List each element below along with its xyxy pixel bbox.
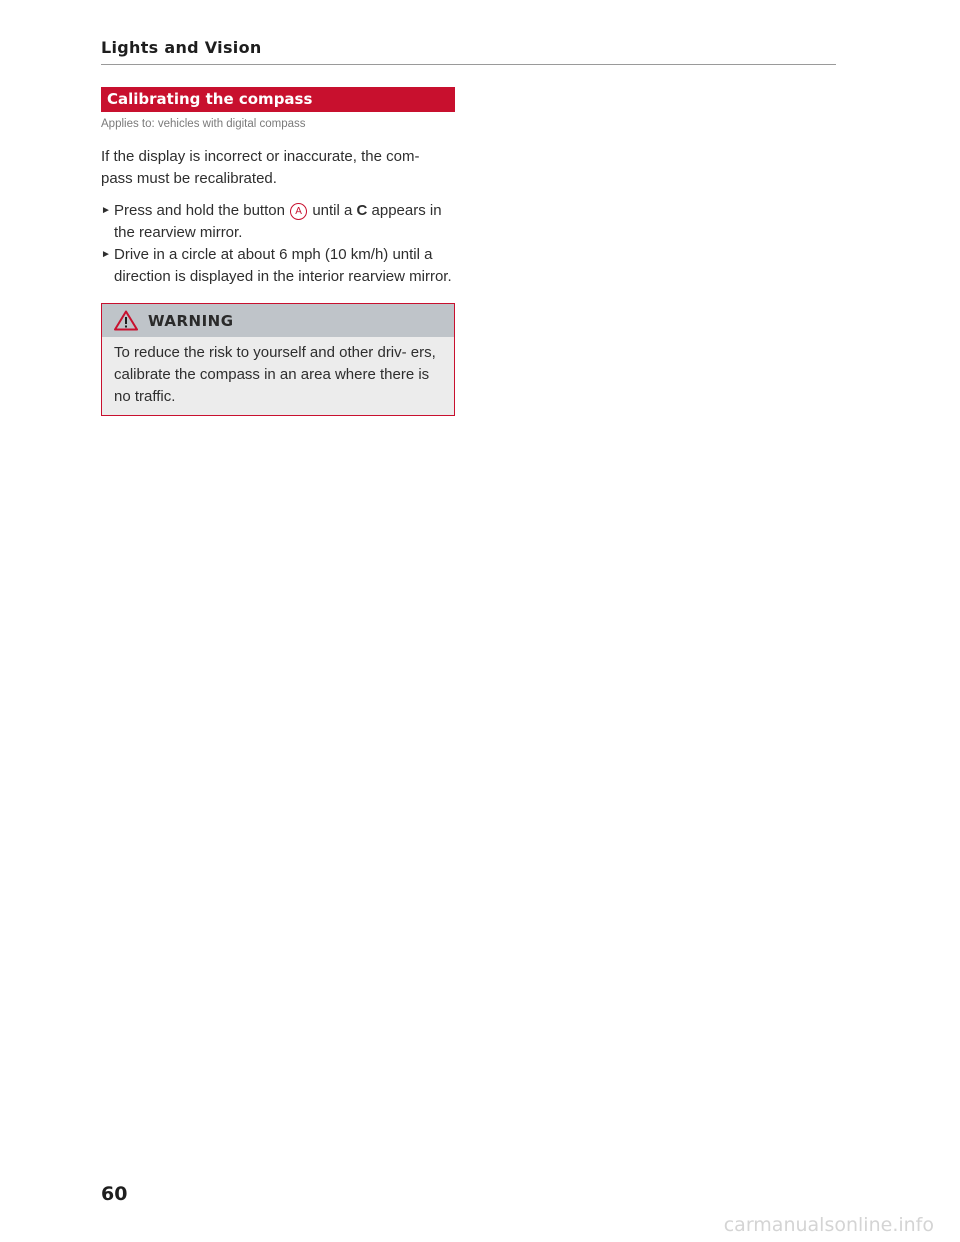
step-text: Press and hold the button	[114, 202, 285, 219]
content-column	[101, 87, 455, 416]
triangle-bullet-icon: ►	[101, 205, 111, 216]
page-number: 60	[101, 1183, 128, 1205]
step-text: until a	[312, 202, 353, 219]
warning-box	[101, 303, 455, 416]
applies-to-note: Applies to: vehicles with digital compass	[101, 118, 306, 130]
warning-triangle-icon	[114, 310, 138, 331]
watermark-text: carmanualsonline.info	[723, 1214, 934, 1236]
header-rule	[101, 64, 836, 65]
section-title: Calibrating the compass	[101, 87, 455, 112]
triangle-bullet-icon: ►	[101, 249, 111, 260]
step-list	[101, 200, 455, 288]
warning-label: WARNING	[148, 311, 234, 330]
step-text: appears in the rearview mirror.	[114, 202, 442, 241]
running-header-title: Lights and Vision	[101, 38, 262, 57]
step-text: Drive in a circle at about 6 mph (10 km/h) until a direction is displayed in the interior rearview mirror.	[114, 246, 452, 285]
button-a-callout: A	[290, 203, 307, 220]
warning-text: To reduce the risk to yourself and other driv- ers, calibrate the compass in an area where there is no traffic.	[114, 344, 436, 405]
warning-header	[102, 304, 454, 337]
step-item	[101, 200, 455, 244]
compass-c-letter: C	[356, 202, 368, 219]
intro-paragraph: If the display is incorrect or inaccurate, the com- pass must be recalibrated.	[101, 148, 420, 187]
step-item	[101, 244, 455, 288]
